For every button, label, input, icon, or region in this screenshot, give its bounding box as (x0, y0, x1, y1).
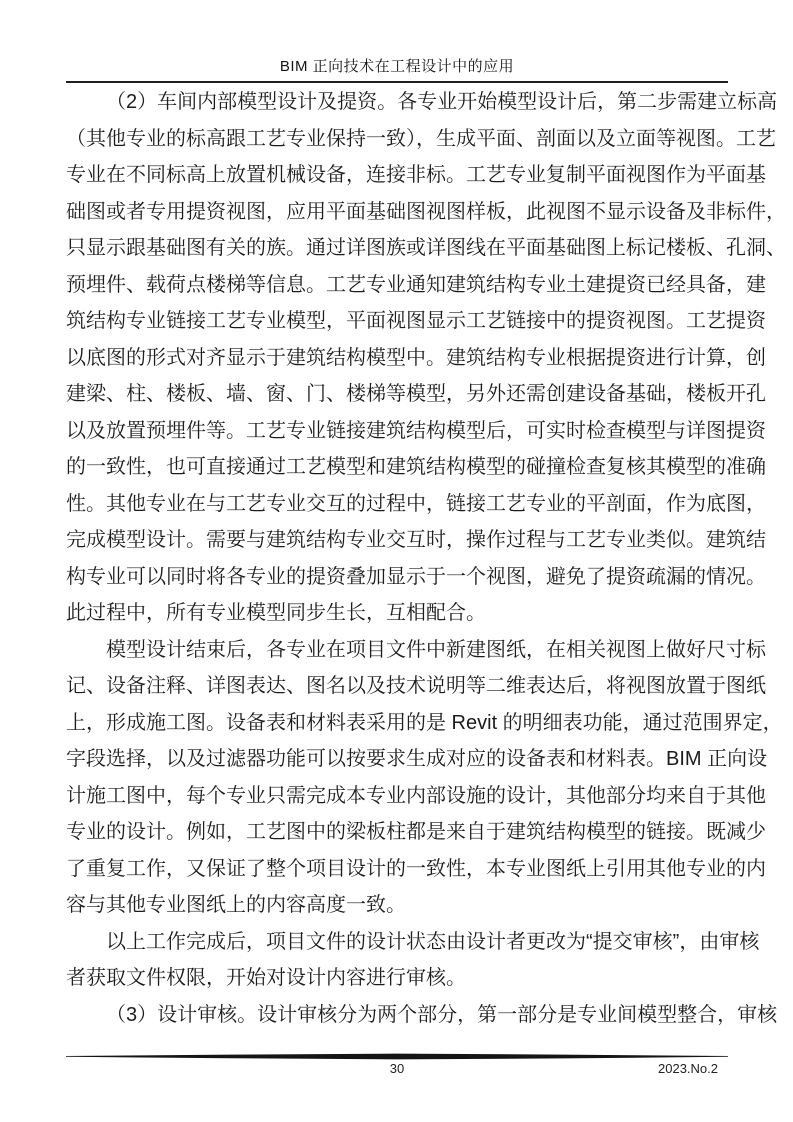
text-line: 者获取文件权限，开始对设计内容进行审核。 (66, 967, 466, 989)
header-rule (66, 81, 728, 83)
text-line: 容与其他专业图纸上的内容高度一致。 (66, 894, 406, 916)
text-line: （3）设计审核。设计审核分为两个部分，第一部分是专业间模型整合，审核 (106, 1003, 778, 1026)
text-line: 上，形成施工图。设备表和材料表采用的是 Revit 的明细表功能，通过范围界定， (66, 711, 783, 734)
text-line: 的一致性，也可直接通过工艺模型和建筑结构模型的碰撞检查复核其模型的准确 (66, 456, 766, 478)
text-line: 完成模型设计。需要与建筑结构专业交互时，操作过程与工艺专业类似。建筑结 (66, 529, 766, 551)
text-line: 专业的设计。例如，工艺图中的梁板柱都是来自于建筑结构模型的链接。既减少 (66, 821, 766, 843)
footer-tapered-rule (66, 1053, 728, 1060)
text-line: 记、设备注释、详图表达、图名以及技术说明等二维表达后，将视图放置于图纸 (66, 675, 766, 697)
text-line: 建梁、柱、楼板、墙、窗、门、楼梯等模型，另外还需创建设备基础，楼板开孔 (66, 383, 766, 405)
text-line: 以底图的形式对齐显示于建筑结构模型中。建筑结构专业根据提资进行计算，创 (66, 346, 766, 369)
text-line: 只显示跟基础图有关的族。通过详图族或详图线在平面基础图上标记楼板、孔洞、 (66, 237, 786, 259)
text-line: 专业在不同标高上放置机械设备，连接非标。工艺专业复制平面视图作为平面基 (66, 164, 766, 186)
body-text (66, 84, 786, 1033)
text-line: 预埋件、载荷点楼梯等信息。工艺专业通知建筑结构专业土建提资已经具备，建 (66, 273, 766, 296)
text-line: 以及放置预埋件等。工艺专业链接建筑结构模型后，可实时检查模型与详图提资 (66, 419, 766, 442)
text-line: 计施工图中，每个专业只需完成本专业内部设施的设计，其他部分均来自于其他 (66, 784, 766, 807)
text-line: 构专业可以同时将各专业的提资叠加显示于一个视图，避免了提资疏漏的情况。 (66, 565, 766, 588)
text-line: 筑结构专业链接工艺专业模型，平面视图显示工艺链接中的提资视图。工艺提资 (66, 310, 766, 332)
text-line: 础图或者专用提资视图，应用平面基础图视图样板，此视图不显示设备及非标件， (66, 200, 786, 223)
text-line: （其他专业的标高跟工艺专业保持一致），生成平面、剖面以及立面等视图。工艺 (66, 127, 776, 150)
footer-page-number: 30 (389, 1061, 405, 1076)
footer-issue-label: 2023.No.2 (658, 1061, 718, 1076)
running-header-title: BIM 正向技术在工程设计中的应用 (279, 58, 515, 75)
text-line: 了重复工作，又保证了整个项目设计的一致性，本专业图纸上引用其他专业的内 (66, 857, 766, 880)
text-line: 此过程中，所有专业模型同步生长，互相配合。 (66, 602, 486, 624)
text-line: 模型设计结束后，各专业在项目文件中新建图纸，在相关视图上做好尺寸标 (106, 638, 766, 661)
text-line: 字段选择，以及过滤器功能可以按要求生成对应的设备表和材料表。BIM 正向设 (66, 748, 768, 770)
text-line: 以上工作完成后，项目文件的设计状态由设计者更改为“提交审核”，由审核 (106, 930, 760, 953)
text-line: 性。其他专业在与工艺专业交互的过程中，链接工艺专业的平剖面，作为底图， (66, 492, 766, 515)
text-line: （2）车间内部模型设计及提资。各专业开始模型设计后，第二步需建立标高 (106, 91, 778, 113)
